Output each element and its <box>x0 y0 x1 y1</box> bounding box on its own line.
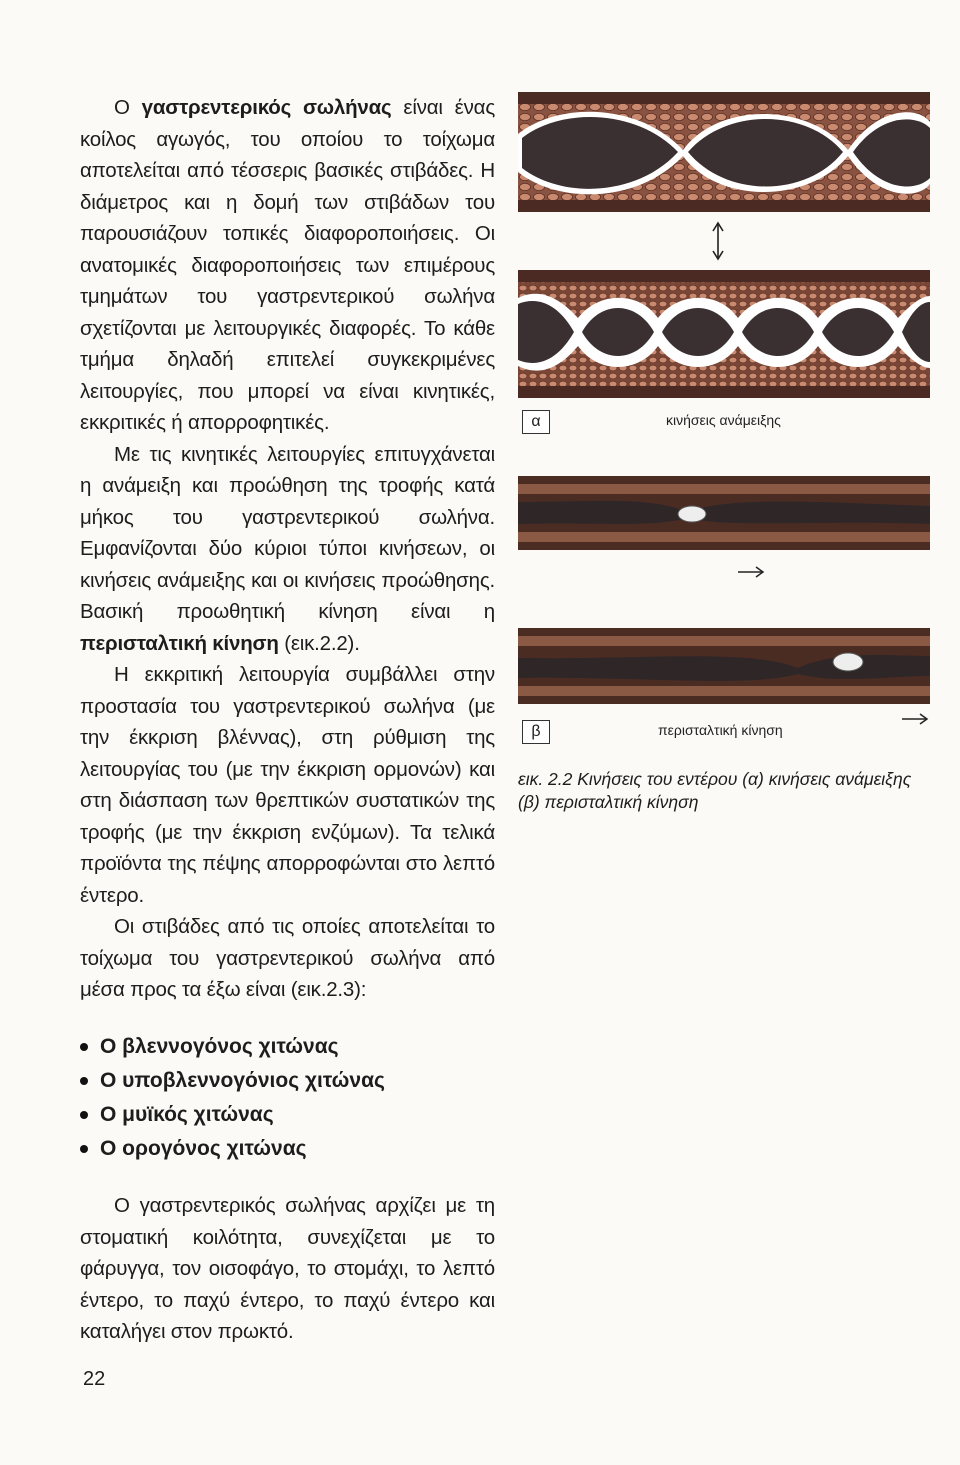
term-gi-tract: γαστρεντερικός σωλήνας <box>141 96 392 119</box>
tube-segment-upper <box>518 476 930 550</box>
figure-panel-b <box>518 462 930 744</box>
paragraph-secretion: Η εκκριτική λειτουργία συμβάλλει στην προστασία του γαστρεντερικού σωλήνα (με την έκκριση βλέννας), στη ρύθμιση της λειτουργίας του (με την έκκριση ορμονών) και στη διάσπαση των θρεπτικών συστατικών της τροφής (με την έκκριση ενζύμων). Τα τελικά προϊόντα της πέψης απορροφώνται στο λεπτό έντερο. <box>80 663 495 907</box>
tube-segment-lower <box>518 628 930 704</box>
panel-label-b: β <box>522 720 550 744</box>
paragraph-motility: Με τις κινητικές λειτουργίες επιτυγχάνεται η ανάμειξη και προώθηση της τροφής κατά μήκος του γαστρεντερικού σωλήνα. Εμφανίζονται δύο κύριοι τύποι κινήσεων, οι κινήσεις ανάμειξης και οι κινήσεις προώθησης. Βασική προωθητική κίνηση είναι η περισταλτική κίνηση (εικ.2.2). <box>80 442 495 655</box>
peristalsis-arrow-top <box>738 567 763 577</box>
bullet-icon <box>80 1145 88 1153</box>
panel-label-a: α <box>522 410 550 434</box>
bullet-icon <box>80 1077 88 1085</box>
tube-segment-lower <box>518 270 930 398</box>
list-item: Ο βλεννογόνος χιτώνας <box>80 1030 385 1064</box>
paragraph-intro: Ο γαστρεντερικός σωλήνας είναι ένας κοίλος αγωγός, του οποίου το τοίχωμα αποτελείται από τέσσερις βασικές στιβάδες. Η διάμετρος και η δομή των στιβάδων του παρουσιάζουν τοπικές διαφοροποιήσεις. Οι ανατομικές διαφοροποιήσεις των επιμέρους τμημάτων του γαστρεντερικού σωλήνα σχετίζονται με λειτουργικές διαφορές. Το κάθε τμήμα δηλαδή επιτελεί συγκεκριμένες λειτουργίες, που μπορεί να είναι κινητικές, εκκριτικές ή απορροφητικές. <box>80 96 495 434</box>
tube-segment-upper <box>518 92 930 212</box>
bullet-icon <box>80 1043 88 1051</box>
figure-caption: εικ. 2.2 Κινήσεις του εντέρου (α) κινήσεις ανάμειξης (β) περισταλτική κίνηση <box>518 769 912 812</box>
paragraph-layers: Οι στιβάδες από τις οποίες αποτελείται το τοίχωμα του γαστρεντερικού σωλήνα από μέσα προς τα έξω είναι (εικ.2.3): <box>80 915 495 1001</box>
layer-list <box>80 1030 385 1166</box>
list-item: Ο ορογόνος χιτώνας <box>80 1132 385 1166</box>
list-item: Ο μυϊκός χιτώνας <box>80 1098 385 1132</box>
paragraph-tract-parts: Ο γαστρεντερικός σωλήνας αρχίζει με τη στοματική κοιλότητα, συνεχίζεται με το φάρυγγα, τον οισοφάγο, το στομάχι, το λεπτό έντερο, το παχύ έντερο, το παχύ έντερο και καταλήγει στον πρωκτό. <box>80 1194 495 1343</box>
peristalsis-illustration <box>518 462 930 712</box>
figure-panel-a <box>518 92 930 432</box>
page-number: 22 <box>83 1368 106 1390</box>
bullet-icon <box>80 1111 88 1119</box>
panel-a-caption: κινήσεις ανάμειξης <box>666 412 781 428</box>
term-peristalsis: περισταλτική κίνηση <box>80 631 279 655</box>
main-text <box>80 92 495 1006</box>
peristalsis-arrow-bottom <box>900 712 930 726</box>
list-item: Ο υποβλεννογόνιος χιτώνας <box>80 1064 385 1098</box>
mixing-arrow <box>713 223 723 259</box>
mixing-illustration <box>518 92 930 402</box>
panel-b-caption: περισταλτική κίνηση <box>658 722 783 738</box>
